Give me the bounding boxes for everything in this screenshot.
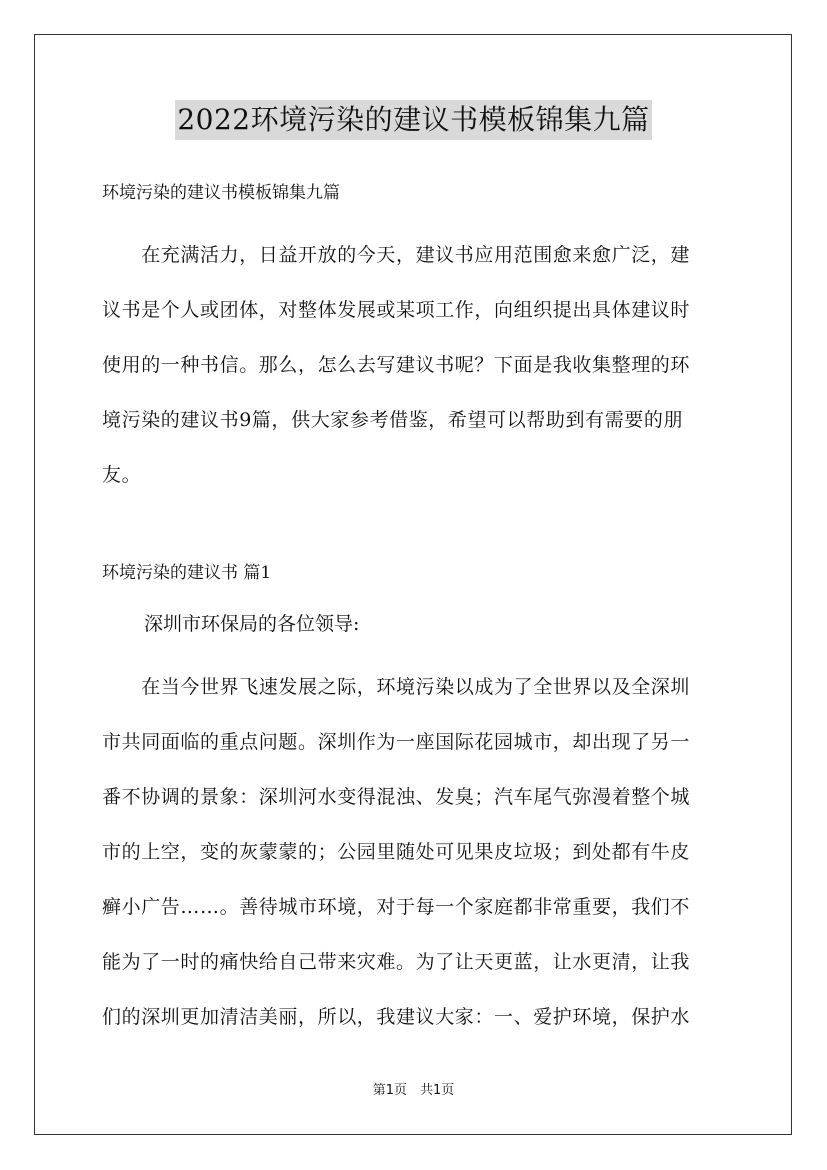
- body-line: 番不协调的景象：深圳河水变得混浊、发臭；汽车尾气弥漫着整个城: [102, 786, 691, 808]
- intro-line: 使用的一种书信。那么，怎么去写建议书呢？下面是我收集整理的环: [102, 354, 691, 376]
- body-line: 癣小广告……。善待城市环境，对于每一个家庭都非常重要，我们不: [102, 896, 691, 918]
- intro-line: 友。: [102, 464, 142, 486]
- body-line: 能为了一时的痛快给自己带来灾难。为了让天更蓝，让水更清，让我: [102, 951, 691, 973]
- body-paragraph: [102, 660, 726, 1045]
- document-title: 2022环境污染的建议书模板锦集九篇: [175, 100, 651, 140]
- letter-salutation: 深圳市环保局的各位领导:: [144, 613, 360, 635]
- title-container: [0, 100, 827, 140]
- document-subtitle: 环境污染的建议书模板锦集九篇: [102, 183, 340, 203]
- page-footer: 第1页 共1页: [372, 1083, 455, 1098]
- intro-line: 境污染的建议书9篇，供大家参考借鉴，希望可以帮助到有需要的朋: [102, 409, 684, 431]
- intro-line: 在充满活力，日益开放的今天，建议书应用范围愈来愈广泛，建: [102, 244, 691, 266]
- body-line: 们的深圳更加清洁美丽，所以，我建议大家：一、爱护环境，保护水: [102, 1006, 691, 1028]
- intro-paragraph: [102, 228, 726, 503]
- body-line: 在当今世界飞速发展之际，环境污染以成为了全世界以及全深圳: [102, 676, 691, 698]
- body-line: 市的上空，变的灰蒙蒙的；公园里随处可见果皮垃圾；到处都有牛皮: [102, 841, 691, 863]
- body-line: 市共同面临的重点问题。深圳作为一座国际花园城市，却出现了另一: [102, 731, 691, 753]
- section-heading: 环境污染的建议书 篇1: [102, 563, 272, 583]
- intro-line: 议书是个人或团体，对整体发展或某项工作，向组织提出具体建议时: [102, 299, 691, 321]
